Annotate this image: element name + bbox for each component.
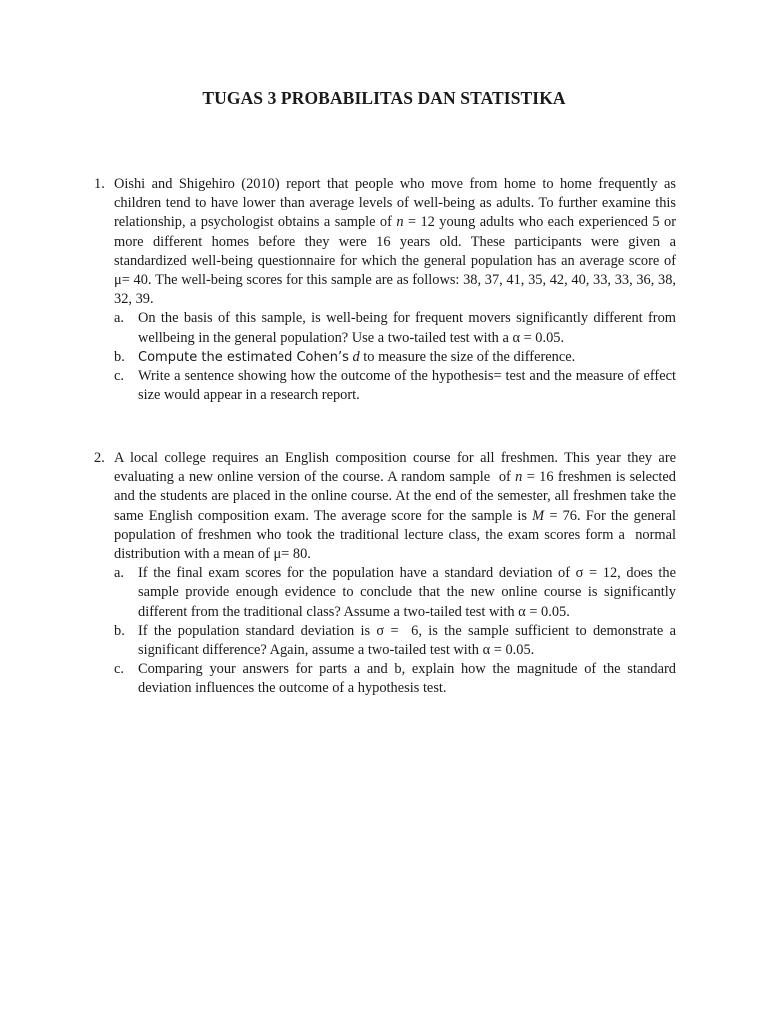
sub-question-b [114,622,676,660]
sub-question-letter: c. [114,661,124,678]
sub-question-list [114,564,676,698]
question-text: Oishi and Shigehiro (2010) report that people who move from home to home frequently as children tend to have lower than average levels of well-being as adults. To further examine this relationship, a psychologist obtains a sample of n = 12 young adults who each experienced 5 or more different homes before they were 16 years old. These participants were given a standardized well-being questionnaire for which the general population has an average score of μ= 40. The well-being scores for this sample are as follows: 38, 37, 41, 35, 42, 40, 33, 33, 36, 38, 32, 39. [114,176,676,308]
sub-question-a [114,309,676,347]
sub-question-text: If the final exam scores for the population have a standard deviation of σ = 12, does the sample provide enough evidence to conclude that the new online course is significantly different from the traditional class? Assume a two-tailed test with α = 0.05. [138,565,676,620]
sub-question-letter: b. [114,348,125,365]
question-number: 1. [94,176,105,192]
sub-question-c [114,660,676,698]
sub-question-b [114,348,676,367]
question-2 [94,449,676,699]
question-body [114,175,676,405]
question-body [114,449,676,699]
sub-question-a [114,564,676,622]
sub-question-text: On the basis of this sample, is well-being for frequent movers significantly different from wellbeing in the general population? Use a two-tailed test with a α = 0.05. [138,310,676,346]
sub-question-c [114,367,676,405]
sub-question-text: If the population standard deviation is σ = 6, is the sample sufficient to demonstrate a significant difference? Again, assume a two-tailed test with α = 0.05. [138,622,676,659]
question-text: A local college requires an English composition course for all freshmen. This year they are evaluating a new online version of the course. A random sample of n = 16 freshmen is selected and the students are placed in the online course. At the end of the semester, all freshmen take the same English composition exam. The average score for the sample is M = 76. For the general population of freshmen who took the traditional lecture class, the exam scores form a normal distribution with a mean of μ= 80. [114,450,676,563]
question-number: 2. [94,450,105,466]
sub-question-letter: a. [114,565,124,582]
sub-question-list [114,309,676,405]
sub-question-text: Compute the estimated Cohen’s d to measure the size of the difference. [138,348,576,365]
question-1 [94,175,676,405]
sub-question-letter: a. [114,310,124,327]
sub-question-letter: c. [114,368,124,385]
document-title: TUGAS 3 PROBABILITAS DAN STATISTIKA [202,88,566,108]
sub-question-text: Comparing your answers for parts a and b, explain how the magnitude of the standard deviation influences the outcome of a hypothesis test. [138,661,676,697]
sub-question-letter: b. [114,622,125,639]
sub-question-text: Write a sentence showing how the outcome of the hypothesis= test and the measure of effect size would appear in a research report. [138,368,676,404]
